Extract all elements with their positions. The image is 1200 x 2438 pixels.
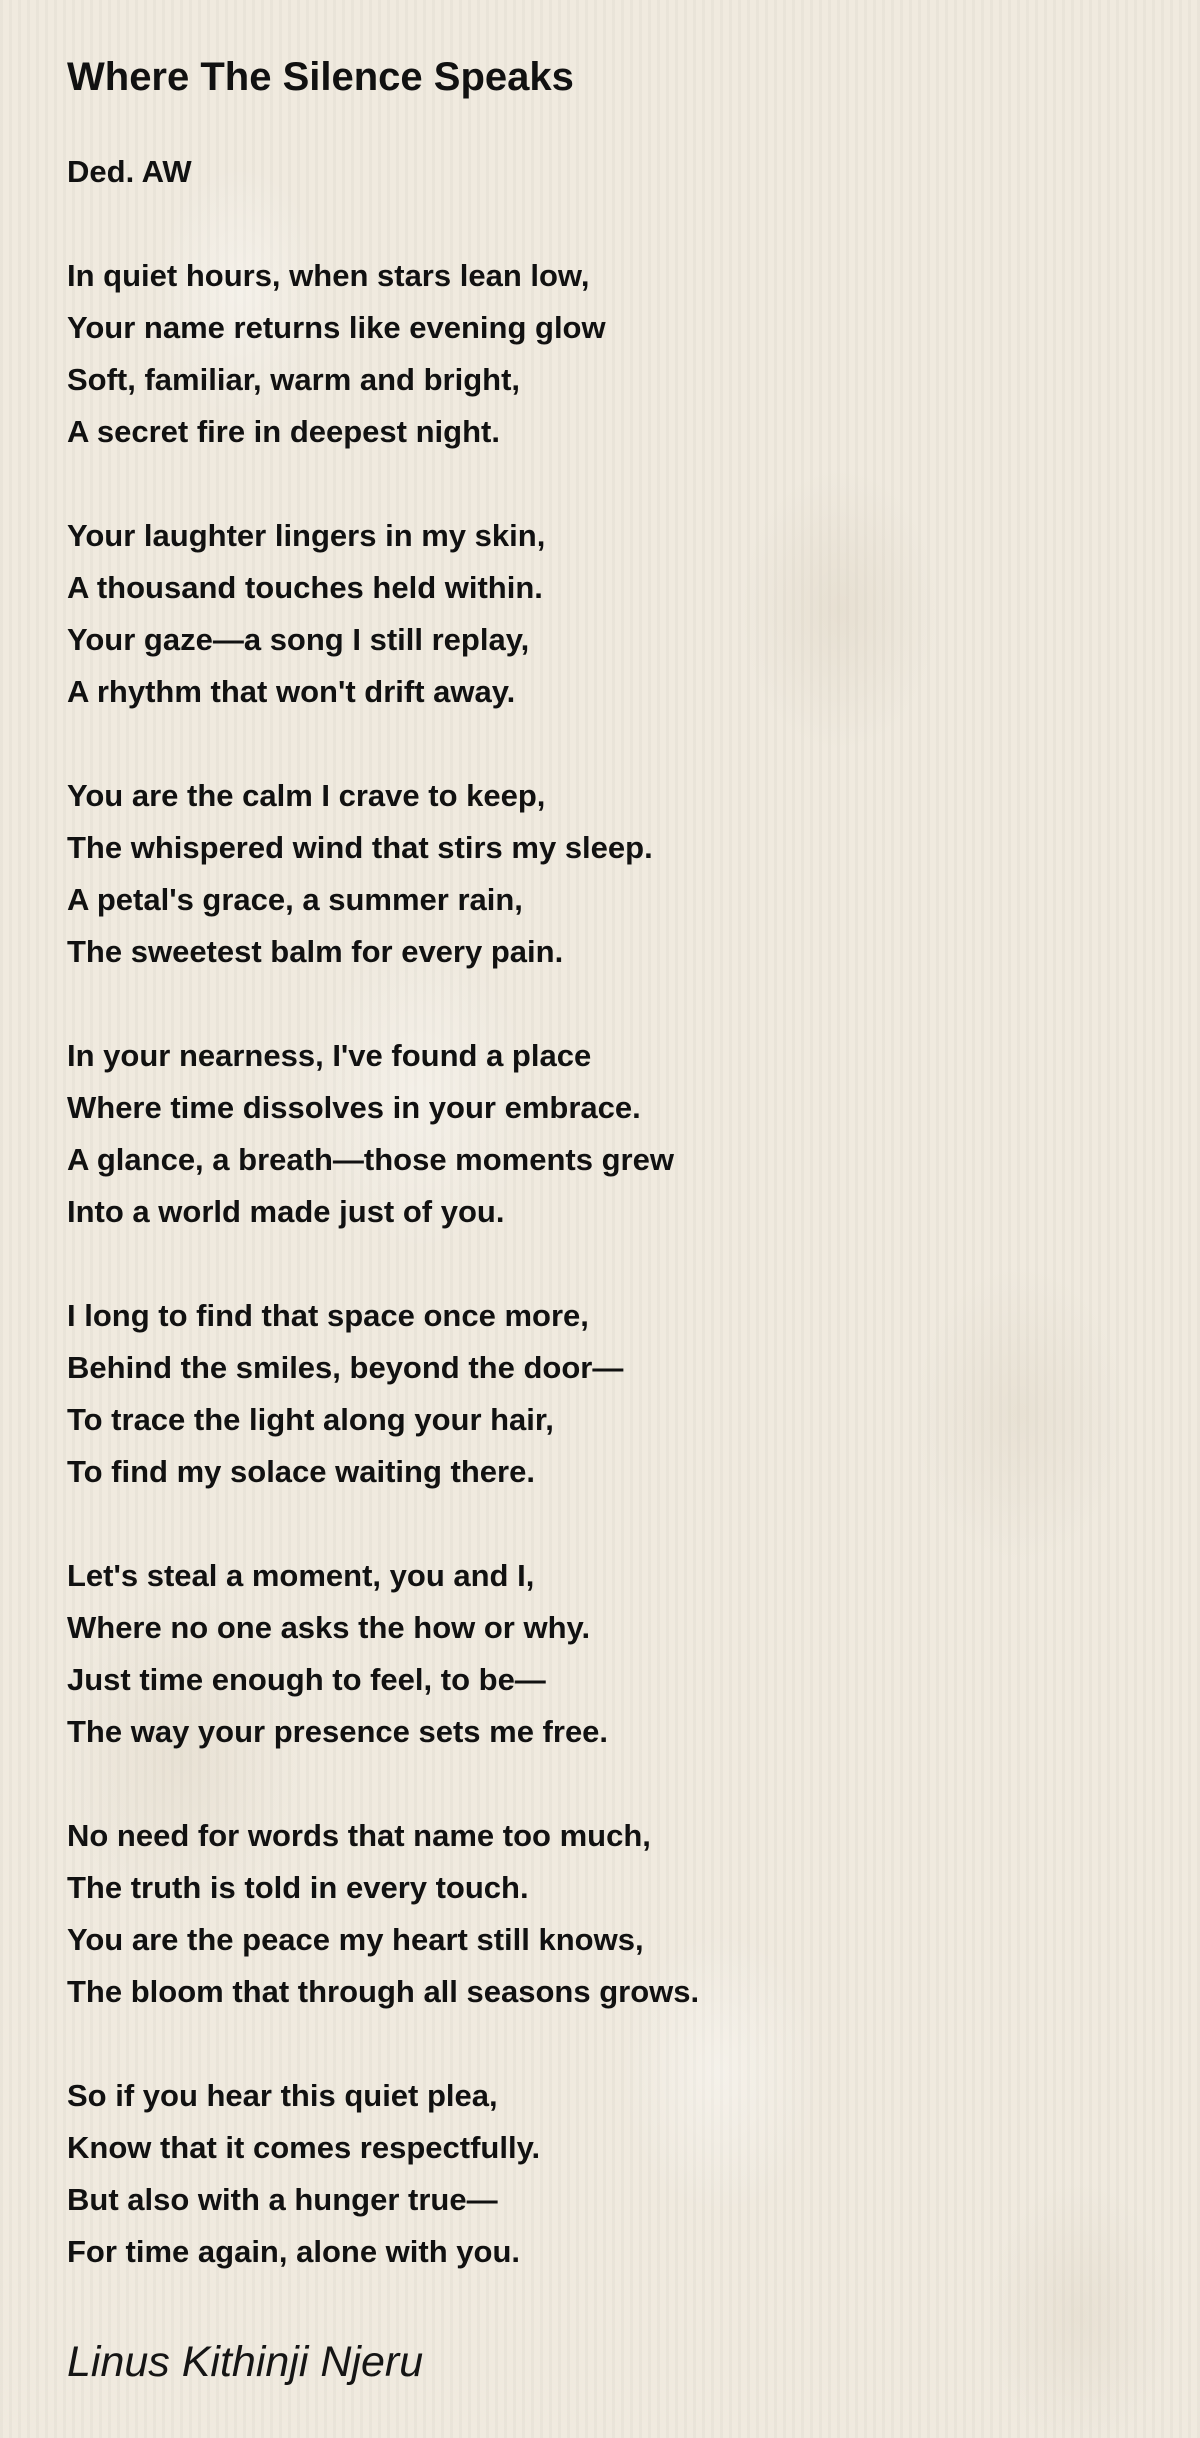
poem-line: Where no one asks the how or why.: [67, 1610, 591, 1645]
poem-line: For time again, alone with you.: [67, 2234, 520, 2269]
poem-line: The sweetest balm for every pain.: [67, 934, 564, 969]
stanza-8: [67, 2070, 1147, 2278]
poem-line: You are the peace my heart still knows,: [67, 1922, 644, 1957]
poem-line: Your name returns like evening glow: [67, 310, 606, 345]
poem-line: In your nearness, I've found a place: [67, 1038, 592, 1073]
poem-line: Your laughter lingers in my skin,: [67, 518, 546, 553]
poem-line: A petal's grace, a summer rain,: [67, 882, 523, 917]
stanza-5: [67, 1290, 1147, 1498]
poem-body: [67, 250, 1147, 2278]
poem-line: Into a world made just of you.: [67, 1194, 505, 1229]
poem-line: No need for words that name too much,: [67, 1818, 651, 1853]
stanza-7: [67, 1810, 1147, 2018]
poem-line: Your gaze—a song I still replay,: [67, 622, 530, 657]
poem-line: Just time enough to feel, to be—: [67, 1662, 546, 1697]
poem-line: Soft, familiar, warm and bright,: [67, 362, 521, 397]
poem-line: But also with a hunger true—: [67, 2182, 498, 2217]
stanza-6: [67, 1550, 1147, 1758]
poem-line: Let's steal a moment, you and I,: [67, 1558, 535, 1593]
poem-author: Linus Kithinji Njeru: [67, 2338, 424, 2386]
poem-line: The way your presence sets me free.: [67, 1714, 609, 1749]
poem-line: The whispered wind that stirs my sleep.: [67, 830, 653, 865]
poem-line: Behind the smiles, beyond the door—: [67, 1350, 624, 1385]
poem-line: Where time dissolves in your embrace.: [67, 1090, 641, 1125]
poem-line: So if you hear this quiet plea,: [67, 2078, 498, 2113]
poem-line: A glance, a breath—those moments grew: [67, 1142, 674, 1177]
poem-line: A secret fire in deepest night.: [67, 414, 500, 449]
poem-line: To find my solace waiting there.: [67, 1454, 535, 1489]
poem-line: Know that it comes respectfully.: [67, 2130, 541, 2165]
poem-line: In quiet hours, when stars lean low,: [67, 258, 590, 293]
stanza-1: [67, 250, 1147, 458]
poem-dedication: Ded. AW: [67, 154, 192, 189]
poem-line: To trace the light along your hair,: [67, 1402, 554, 1437]
stanza-4: [67, 1030, 1147, 1238]
poem-line: You are the calm I crave to keep,: [67, 778, 546, 813]
poem-line: A rhythm that won't drift away.: [67, 674, 516, 709]
poem-title: Where The Silence Speaks: [67, 55, 574, 99]
stanza-2: [67, 510, 1147, 718]
poem-container: [67, 48, 1147, 2330]
poem-line: I long to find that space once more,: [67, 1298, 589, 1333]
stanza-3: [67, 770, 1147, 978]
poem-line: The truth is told in every touch.: [67, 1870, 529, 1905]
poem-line: The bloom that through all seasons grows.: [67, 1974, 700, 2009]
poem-line: A thousand touches held within.: [67, 570, 543, 605]
